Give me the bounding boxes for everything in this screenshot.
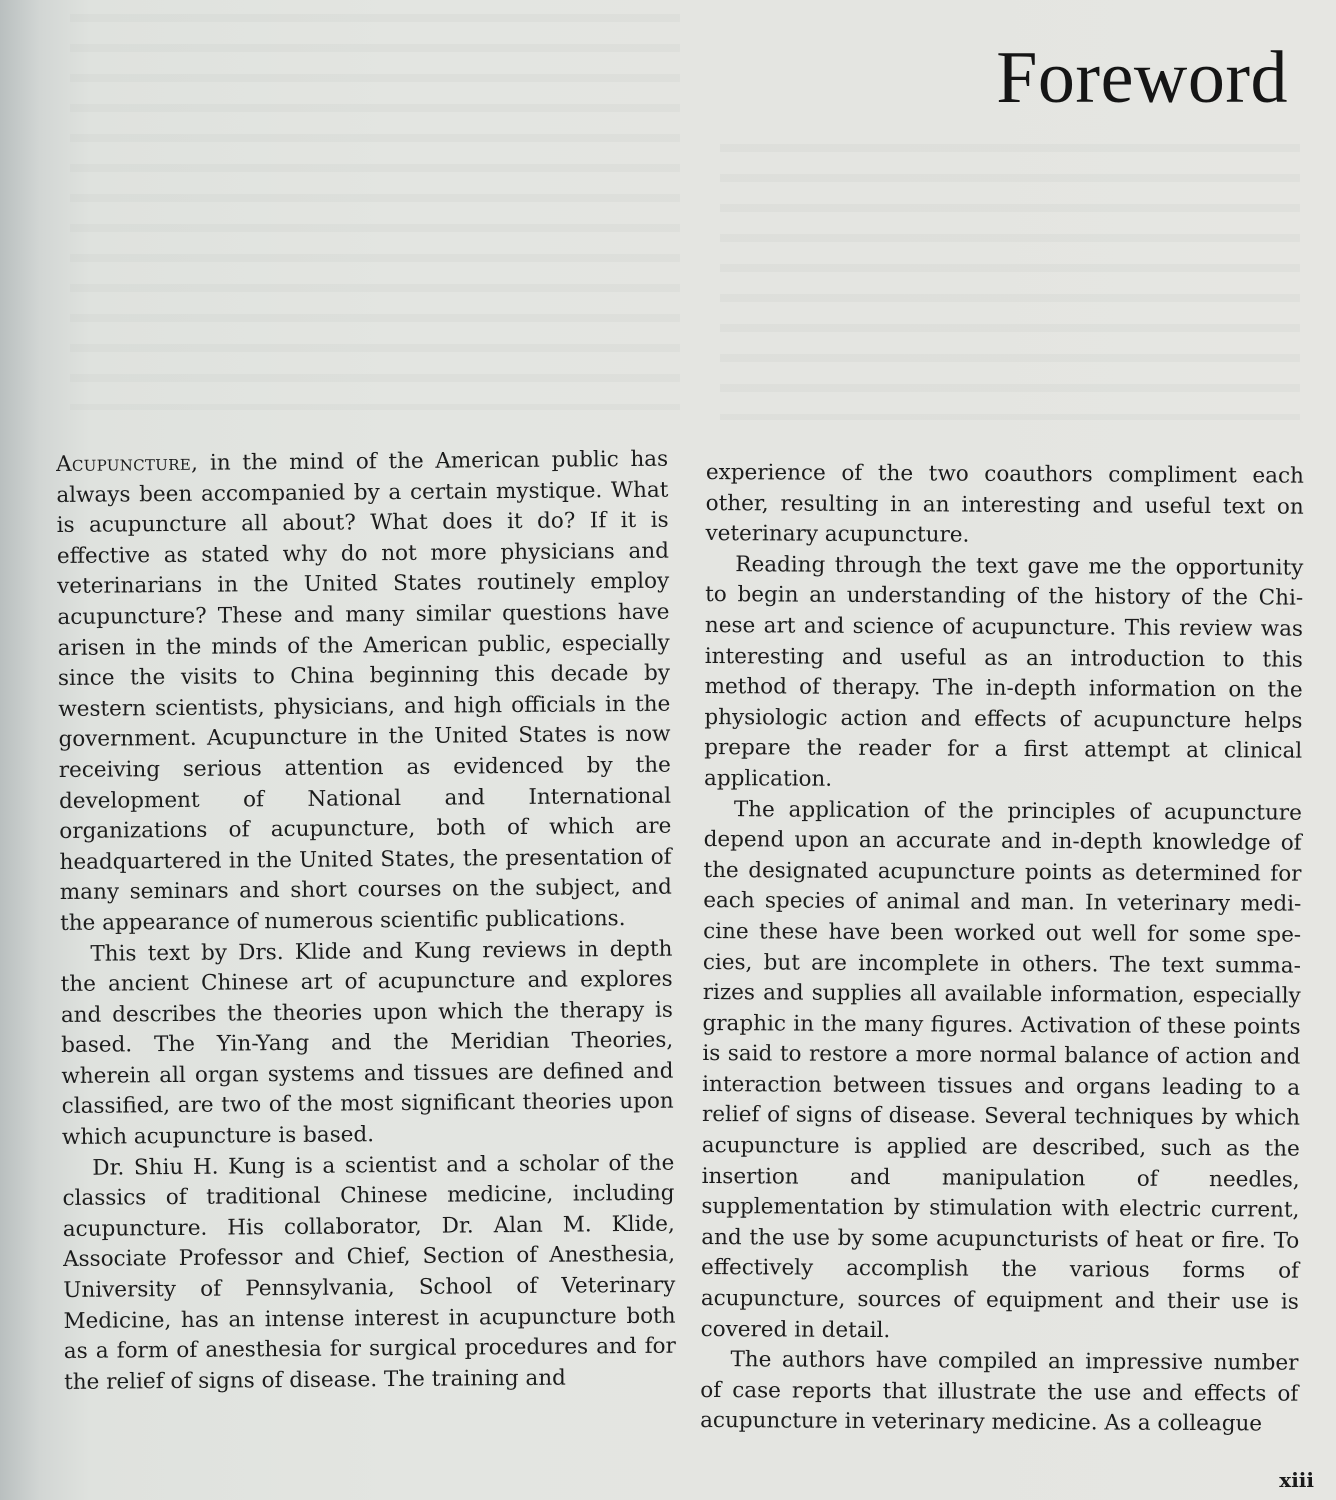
lead-word: Acupuncture, (56, 450, 199, 477)
page-number: xiii (1279, 1468, 1314, 1492)
paragraph-5: Reading through the text gave me the opportunity to begin an understanding of the history of the Chinese art and science of acupuncture. This review was interesting and useful as an introduction to this method of therapy. The in-depth information on the physiologic action and effects of acupuncture helps prepare the reader for a first attempt at clinical application. (703, 551, 1304, 792)
paragraph-1-text: in the mind of the American public has always been accompanied by a certain mystique. What is acupuncture all about? What does it do? If it is effective as stated why do not more physicians and veterinarians in the United States routinely employ acupuncture? These and many similar questions have arisen in the minds of the American public, especially since the visits to China beginning this decade by western scientists, physicians, and high officials in the government. Acupuncture in the United States is now receiving serious attention as evidenced by the development of National and International organizations of acupuncture, both of which are headquartered in the United States, the presentation of many seminars and short courses on the subject, and the appearance of numerous scientific publications. (56, 446, 672, 936)
paragraph-4: experience of the two coauthors compliment each other, resulting in an interesting and useful text on veterinary acupuncture. (705, 459, 1304, 548)
paragraph-2: This text by Drs. Klide and Kung reviews in depth the ancient Chinese art of acupuncture and explores and describes the theories upon which the therapy is based. The Yin-Yang and the Meridian Theories, wherein all organ systems and tissues are defined and classified, are two of the most significant theories upon which acupuncture is based. (60, 936, 674, 1151)
show-through-left (70, 0, 680, 410)
paragraph-7: The authors have compiled an impressive number of case reports that illustrate the use and effects of acupuncture in veterinary medicine. As a colleague (700, 1347, 1299, 1437)
left-column (56, 445, 676, 1399)
paragraph-1 (56, 445, 672, 940)
paragraph-6: The application of the principles of acupuncture depend upon an accurate and in-depth knowledge of the designated acupuncture points as determined for each species of animal and man. In veterinary medicine these have been worked out well for some species, but are incomplete in others. The text summarizes and supplies all available information, especially graphic in the many figures. Activation of these points is said to restore a more normal balance of action and interaction between tissues and organs leading to a relief of signs of disease. Several techniques by which acupuncture is applied are described, such as the insertion and manipulation of needles, supplementation by stimulation with electric current, and the use by some acupuncturists of heat or fire. To effectively accomplish the various forms of acupuncture, sources of equipment and their use is covered in detail. (700, 796, 1302, 1343)
paragraph-3: Dr. Shiu H. Kung is a scientist and a scholar of the classics of traditional Chinese medicine, including acupuncture. His collaborator, Dr. Alan M. Klide, Associate Professor and Chief, Section of Anesthesia, University of Pennsylvania, School of Veterinary Medicine, has an intense interest in acupuncture both as a form of anesthesia for surgical procedures and for the relief of signs of disease. The training and (62, 1150, 676, 1395)
page-title: Foreword (996, 37, 1288, 119)
show-through-right (720, 130, 1300, 420)
right-column (700, 458, 1304, 1441)
